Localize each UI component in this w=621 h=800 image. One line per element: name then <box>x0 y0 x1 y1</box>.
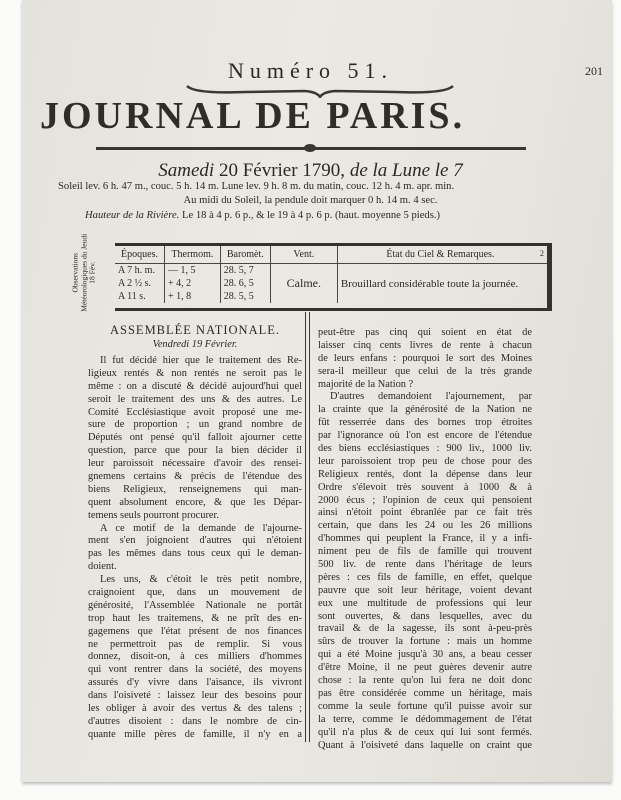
page-number: 201 <box>585 64 603 78</box>
text-line: doient. <box>88 561 117 573</box>
section-subheading: Vendredi 19 Février. <box>152 339 238 350</box>
text-line: la terre, comme le dédommagement de l'état <box>318 713 532 725</box>
text-line: par l'ignorance où l'on est encore de l'étendue <box>318 430 532 442</box>
corner-mark: 2 <box>540 249 544 258</box>
text-line: de leurs enfans : pourquoi le sort des Moines <box>318 352 532 364</box>
date-moon: de la Lune le 7 <box>349 160 463 181</box>
epoque: A 2 ½ s. <box>115 277 165 290</box>
text-line: générosité, l'Assemblée Nationale ne portât <box>88 599 302 611</box>
text-line: temens seuls pourront procurer. <box>88 509 220 521</box>
col-thermometre: Thermom. <box>165 246 221 264</box>
masthead-rule <box>96 147 526 150</box>
text-line: ainsi n'étoit point ébranlée par ce fait très <box>318 507 532 519</box>
text-line: travail & de la sagesse, ils sont à-peu-près <box>318 623 532 635</box>
paragraph <box>88 355 302 523</box>
text-line: Religieux rentés, dont la dépense dans leur <box>318 468 532 480</box>
text-line: sont ouvertes, & dans lesquelles, avec du <box>318 610 532 622</box>
text-line: qu'il n'a plus & de ceux qui lui sont fermés. <box>318 726 532 738</box>
col-vent: Vent. <box>270 246 337 264</box>
text-line: fût resserrée dans des bornes trop étroites <box>318 417 532 429</box>
text-line: assurés d'y vivre dans l'aisance, ils vivront <box>88 677 302 689</box>
text-line: craignoient que, dans un mouvement de <box>88 587 302 599</box>
text-line: qui a été Moine jusqu'à 30 ans, a beau cesser <box>318 649 532 661</box>
paragraph <box>318 327 532 391</box>
text-line: Députés ont pensé qu'il falloit ajourner cette <box>88 432 302 444</box>
text-line: gnemens certains & précis de l'étendue des <box>88 471 302 483</box>
date-main: 20 Février 1790, <box>218 160 346 181</box>
weather-row <box>115 264 547 278</box>
weather-side-label-text: Observations Météorologiques du Jeudi 18 Fév. <box>70 233 97 312</box>
vent: Calme. <box>270 264 337 304</box>
epoque: A 7 h. m. <box>115 264 165 278</box>
masthead-title: JOURNAL DE PARIS. <box>40 95 466 137</box>
text-line: donnez, disoit-on, à ces milliers d'hommes <box>88 651 302 663</box>
text-line: quent absolument encore, & que les Dépar- <box>88 496 302 508</box>
paragraph <box>88 523 302 575</box>
col-epoques: Époques. <box>115 246 165 264</box>
text-line: la crainte que la générosité de la Nation ne <box>318 404 532 416</box>
epoque: A 11 s. <box>115 290 165 303</box>
col-barometre: Baromèt. <box>220 246 270 264</box>
text-line: pauvre que soit leur héritage, voient devant <box>318 584 532 596</box>
etat-du-ciel: Brouillard considérable toute la journée. <box>340 277 519 290</box>
text-line: sera-il meilleur que celui de la très grande <box>318 365 532 377</box>
text-line: Quant à l'oisiveté dans laquelle on craint que <box>318 739 532 751</box>
text-line: d'être Moine, il ne peut guères devenir autre <box>318 662 532 674</box>
issue-date <box>0 160 621 182</box>
text-line: Comité Ecclésiastique avoit proposé une me- <box>88 406 302 418</box>
text-line: laisser cinq cents livres de rente à chacun <box>318 339 532 351</box>
text-line: eux une multitude de professions qui leur <box>318 597 532 609</box>
text-line: ment s'en joignoient d'autres qui n'étoient <box>88 535 302 547</box>
text-line: Il fut décidé hier que le traitement des Re- <box>100 355 302 366</box>
barometre: 28. 6, 5 <box>220 277 270 290</box>
col-etat <box>337 246 547 264</box>
weather-table <box>115 243 552 311</box>
river-label: Hauteur de la Rivière. <box>85 210 180 221</box>
text-line: ligieux rentés & non rentés ne seroit pas le <box>88 367 302 379</box>
weather-side-label <box>64 230 104 310</box>
text-line: quante mille pères de famille, il n'y en a <box>88 728 302 740</box>
barometre: 28. 5, 5 <box>220 290 270 303</box>
sun-moon-times: Soleil lev. 6 h. 47 m., couc. 5 h. 14 m. Lune lev. 9 h. 8 m. du matin, couc. 12 h. 4 m. apr. min. <box>58 181 455 192</box>
text-line: des biens ecclésiastiques : 900 liv., 1000 liv. <box>318 443 532 455</box>
barometre: 28. 5, 7 <box>220 264 270 278</box>
thermometre: + 1, 8 <box>165 290 221 303</box>
text-line: biens Religieux, renseignemens qui man- <box>88 483 302 495</box>
text-line: d'hommes qui peuplent la France, il y a infi- <box>318 533 532 545</box>
text-line: ne permettroit pas de remplir. Si vous <box>88 638 302 650</box>
date-day: Samedi <box>158 160 215 181</box>
left-column <box>88 324 302 742</box>
column-divider <box>305 312 310 742</box>
text-line: même : on a discuté & décidé aujourd'hui quel <box>88 380 302 392</box>
noon-note: Au midi du Soleil, la pendule doit marquer 0 h. 14 m. 4 sec. <box>183 195 438 206</box>
section-heading: ASSEMBLÉE NATIONALE. <box>110 323 280 337</box>
text-line: d'autres disoient : dans le nombre de cin- <box>88 715 302 727</box>
thermometre: — 1, 5 <box>165 264 221 278</box>
text-line: Les uns, & c'étoit le très petit nombre, <box>100 574 302 586</box>
text-line: pas être considérée comme un héritage, mais <box>318 687 532 699</box>
issue-number: Numéro 51. <box>227 58 394 83</box>
right-column <box>318 327 532 752</box>
text-line: A ce motif de la demande de l'ajourne- <box>100 522 302 534</box>
text-line: niment peu de fils de famille qui trouvent <box>318 546 532 558</box>
text-line: pères : ces fils de famille, en effet, quelque <box>318 571 532 583</box>
thermometre: + 4, 2 <box>165 277 221 290</box>
text-line: 500 liv. de rente dans l'héritage de leurs <box>318 559 532 571</box>
text-line: seroit le traitement des uns & des autres. Le <box>88 393 302 405</box>
text-line: D'autres demandoient l'ajournement, par <box>330 391 532 403</box>
text-line: Ordre s'élevoit très souvent à 1000 & à <box>318 481 532 493</box>
col-etat-label: État du Ciel & Remarques. <box>386 249 495 260</box>
river-height <box>85 210 585 221</box>
text-line: dans l'oisiveté : laissez leur des besoins pour <box>88 690 302 702</box>
paragraph <box>318 391 532 752</box>
text-line: sure de proportion ; un grand nombre de <box>88 419 302 431</box>
text-line: sûrs de trouver la fortune : mais un homme <box>318 636 532 648</box>
text-line: leur paroissoient trop peu de chose pour des <box>318 455 532 467</box>
weather-header-row <box>115 246 547 264</box>
text-line: certain, que dans les 24 ou les 26 millions <box>318 520 532 532</box>
text-line: pas les mêmes dans tous ceux qui le deman- <box>88 548 302 560</box>
text-line: trop haut les traitemens, & ne prît des en- <box>88 612 302 624</box>
text-line: les obliger à avoir des vertus & des talens ; <box>88 703 302 715</box>
text-line: 2000 écus ; l'opinion de ceux qui pensoient <box>318 494 532 506</box>
text-line: comme la seule fortune qu'il puisse avoir sur <box>318 700 532 712</box>
text-line: chose : la rente qu'on lui fera ne doit donc <box>318 675 532 687</box>
paragraph <box>88 574 302 742</box>
river-value: Le 18 à 4 p. 6 p., & le 19 à 4 p. 6 p. (haut. moyenne 5 pieds.) <box>182 210 441 221</box>
text-line: majorité de la Nation ? <box>318 378 414 390</box>
text-line: gagemens que l'état présent de nos finances <box>88 625 302 637</box>
text-line: question, parce que pour la bien décider il <box>88 445 302 457</box>
text-line: qui vont rentrer dans la société, des moyens <box>88 664 302 676</box>
text-line: peut-être pas cinq qui soient en état de <box>318 327 532 338</box>
text-line: leur paroissoit nécessaire d'avoir des rensei- <box>88 458 302 470</box>
